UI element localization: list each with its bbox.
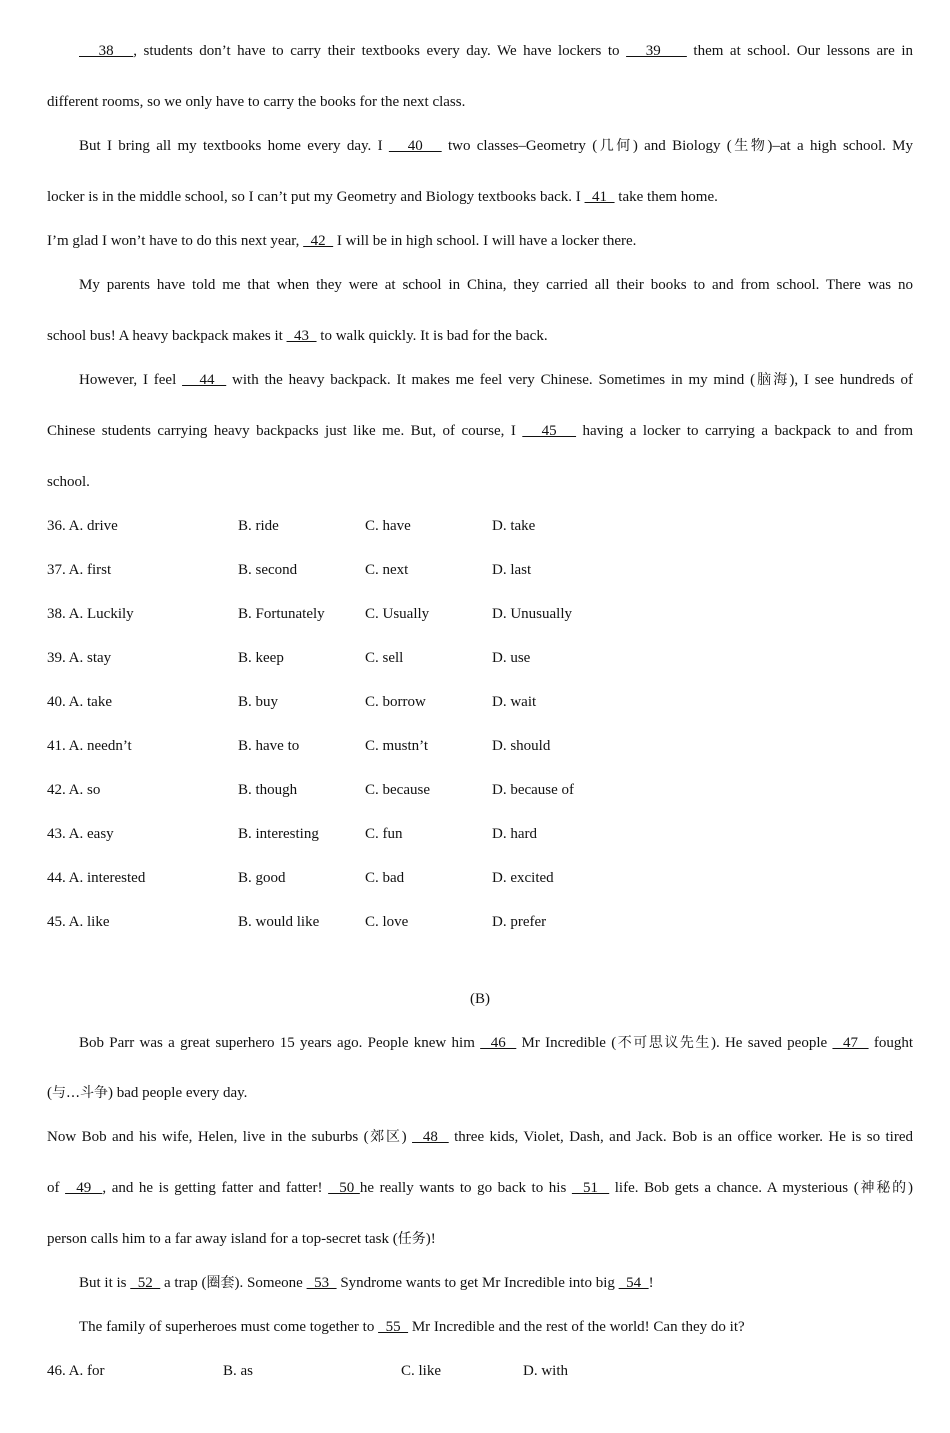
text-run: ) bad people every day.: [108, 1085, 248, 1101]
option-c: C. sell: [365, 650, 404, 666]
text-run: of: [47, 1180, 66, 1196]
answer-blank: 52: [130, 1275, 161, 1291]
text-run: But it is: [79, 1275, 131, 1291]
option-d: D. use: [492, 650, 531, 666]
text-run: Syndrome wants to get Mr Incredible into big: [336, 1275, 619, 1291]
text-run: locker is in the middle school, so I can’t put my Geometry and Biology textbooks back. I: [47, 189, 585, 205]
text-run: However, I feel: [79, 372, 183, 388]
text-run: Mr Incredible and the rest of the world! Can they do it?: [408, 1319, 745, 1335]
text-run: school bus! A heavy backpack makes it: [47, 328, 287, 344]
option-d: D. last: [492, 562, 532, 578]
passage-b-line: [47, 1229, 913, 1249]
option-d: D. should: [492, 738, 551, 754]
text-run: I will be in high school. I will have a locker there.: [333, 233, 637, 249]
chinese-gloss: 脑海: [755, 372, 790, 388]
option-c: C. borrow: [365, 694, 426, 710]
text-run: ). Someone: [234, 1275, 307, 1291]
text-run: different rooms, so we only have to carry the books for the next class.: [47, 94, 466, 110]
text-run: fought: [868, 1035, 914, 1051]
chinese-gloss: 与…斗争: [52, 1085, 108, 1101]
option-b: B. have to: [238, 738, 300, 754]
answer-blank: 41: [584, 189, 615, 205]
answer-blank: 54: [618, 1275, 649, 1291]
passage-b-line: [47, 1083, 913, 1103]
answer-blank: 44: [182, 372, 227, 388]
text-run: them at school. Our lessons are in: [686, 43, 914, 59]
text-run: )!: [425, 1231, 436, 1247]
option-b: B. second: [238, 562, 298, 578]
chinese-gloss: 神秘的: [858, 1180, 909, 1196]
text-run: ): [401, 1129, 413, 1145]
option-a: 46. A. for: [47, 1363, 105, 1379]
text-run: person calls him to a far away island for a top-secret task (: [47, 1231, 398, 1247]
answer-blank: 46: [480, 1035, 517, 1051]
option-c: C. bad: [365, 870, 405, 886]
option-d: D. with: [523, 1363, 568, 1379]
passage-a-line: [47, 326, 913, 346]
passage-a-line: [47, 187, 913, 207]
passage-a-line: [79, 41, 913, 61]
passage-a-line: [47, 92, 913, 112]
answer-blank: 45: [522, 423, 577, 439]
passage-a-line: [79, 370, 913, 390]
option-c: C. mustn’t: [365, 738, 429, 754]
passage-b-line: [47, 1178, 913, 1198]
passage-b-line: [79, 1033, 913, 1053]
passage-b-line: [79, 1317, 913, 1337]
chinese-gloss: 几何: [597, 138, 633, 154]
answer-blank: 51: [571, 1180, 610, 1196]
text-run: Chinese students carrying heavy backpacks just like me. But, of course, I: [47, 423, 523, 439]
option-a: 43. A. easy: [47, 826, 114, 842]
option-d: D. because of: [492, 782, 575, 798]
option-c: C. love: [365, 914, 409, 930]
option-d: D. hard: [492, 826, 537, 842]
text-run: three kids, Violet, Dash, and Jack. Bob is an office worker. He is so tired: [448, 1129, 914, 1145]
option-a: 39. A. stay: [47, 650, 112, 666]
option-c: C. have: [365, 518, 411, 534]
option-a: 36. A. drive: [47, 518, 118, 534]
text-run: ) and Biology (: [632, 138, 732, 154]
passage-a-line: [79, 136, 913, 156]
text-run: The family of superheroes must come together to: [79, 1319, 379, 1335]
section-heading: (B): [470, 991, 490, 1007]
option-b: B. Fortunately: [238, 606, 325, 622]
answer-blank: 48: [412, 1129, 449, 1145]
passage-a-line: [79, 275, 913, 295]
chinese-gloss: 圈套: [206, 1275, 235, 1291]
option-d: D. take: [492, 518, 536, 534]
passage-a-line: [47, 421, 913, 441]
option-a: 40. A. take: [47, 694, 112, 710]
text-run: )–at a high school. My: [767, 138, 913, 154]
answer-blank: 47: [832, 1035, 869, 1051]
text-run: , students don’t have to carry their textbooks every day. We have lockers to: [133, 43, 627, 59]
text-run: !: [648, 1275, 654, 1291]
passage-b-line: [47, 1127, 913, 1147]
text-run: Now Bob and his wife, Helen, live in the suburbs (: [47, 1129, 369, 1145]
passage-a-line: [47, 231, 913, 251]
option-b: B. keep: [238, 650, 284, 666]
text-run: a trap (: [160, 1275, 207, 1291]
answer-blank: 43: [286, 328, 317, 344]
option-c: C. because: [365, 782, 430, 798]
passage-b-line: [79, 1273, 913, 1293]
text-run: My parents have told me that when they were at school in China, they carried all their books to and from school. There was no: [79, 277, 913, 293]
chinese-gloss: 不可思议先生: [616, 1035, 711, 1051]
option-b: B. would like: [238, 914, 320, 930]
option-b: B. good: [238, 870, 286, 886]
chinese-gloss: 生物: [731, 138, 768, 154]
text-run: ). He saved people: [710, 1035, 833, 1051]
text-run: take them home.: [614, 189, 718, 205]
chinese-gloss: 郊区: [368, 1129, 402, 1145]
text-run: ): [908, 1180, 914, 1196]
option-a: 38. A. Luckily: [47, 606, 134, 622]
option-c: C. like: [401, 1363, 441, 1379]
option-d: D. wait: [492, 694, 537, 710]
option-a: 45. A. like: [47, 914, 110, 930]
text-run: to walk quickly. It is bad for the back.: [316, 328, 548, 344]
answer-blank: 53: [306, 1275, 337, 1291]
option-c: C. fun: [365, 826, 403, 842]
option-b: B. buy: [238, 694, 279, 710]
option-a: 41. A. needn’t: [47, 738, 132, 754]
option-a: 44. A. interested: [47, 870, 146, 886]
text-run: (: [47, 1085, 52, 1101]
option-d: D. excited: [492, 870, 554, 886]
text-run: , and he is getting fatter and fatter!: [102, 1180, 329, 1196]
option-b: B. ride: [238, 518, 279, 534]
answer-blank: 55: [378, 1319, 409, 1335]
text-run: having a locker to carrying a backpack to and from: [576, 423, 913, 439]
text-run: life. Bob gets a chance. A mysterious (: [609, 1180, 859, 1196]
answer-blank: 40: [388, 138, 442, 154]
answer-blank: 38: [79, 43, 134, 59]
option-a: 42. A. so: [47, 782, 101, 798]
option-c: C. next: [365, 562, 409, 578]
option-b: B. as: [223, 1363, 253, 1379]
text-run: two classes–Geometry (: [441, 138, 598, 154]
text-run: Bob Parr was a great superhero 15 years ago. People knew him: [79, 1035, 481, 1051]
text-run: he really wants to go back to his: [359, 1180, 572, 1196]
answer-blank: 39: [626, 43, 687, 59]
passage-a-line: [47, 472, 913, 492]
text-run: ), I see hundreds of: [789, 372, 914, 388]
option-c: C. Usually: [365, 606, 430, 622]
text-run: Mr Incredible (: [516, 1035, 617, 1051]
text-run: school.: [47, 474, 90, 490]
option-d: D. prefer: [492, 914, 547, 930]
answer-blank: 49: [65, 1180, 103, 1196]
text-run: But I bring all my textbooks home every day. I: [79, 138, 389, 154]
chinese-gloss: 任务: [397, 1231, 426, 1247]
option-b: B. interesting: [238, 826, 319, 842]
text-run: with the heavy backpack. It makes me feel very Chinese. Sometimes in my mind (: [226, 372, 756, 388]
answer-blank: 42: [303, 233, 334, 249]
text-run: I’m glad I won’t have to do this next year,: [47, 233, 304, 249]
option-d: D. Unusually: [492, 606, 572, 622]
option-b: B. though: [238, 782, 298, 798]
answer-blank: 50: [328, 1180, 360, 1196]
option-a: 37. A. first: [47, 562, 112, 578]
